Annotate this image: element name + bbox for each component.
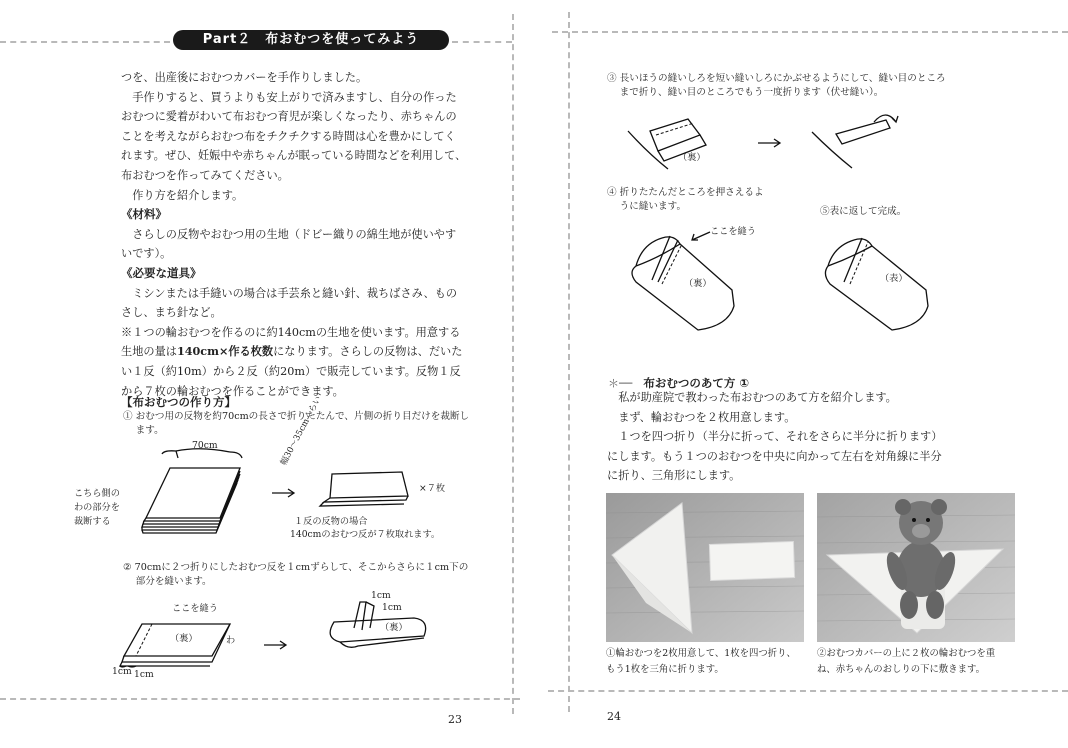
section-line: にします。もう１つのおむつを中央に向かって左右を対角線に半分 [607, 449, 942, 463]
step3-line: まで折り、縫い目のところでもう一度折ります（伏せ縫い）。 [607, 87, 884, 98]
howto-heading: 【布おむつの作り方】 [121, 395, 236, 409]
dashed-rule-left-margin [512, 14, 514, 714]
fig2-cm-label-d: 1cm [382, 602, 402, 613]
tools-line: さし、まち針など。 [121, 306, 222, 320]
step5-text: ⑤表に返して完成。 [820, 206, 907, 217]
step2-line: ② 70cmに２つ折りにしたおむつ反を１cmずらして、そこからさらに１cm下の [123, 562, 469, 573]
step4-text [607, 186, 764, 214]
fig2-ura2-label: （裏） [380, 622, 408, 633]
section-body [607, 388, 942, 486]
step2-text [123, 561, 468, 589]
intro-line: つを、出産後におむつカバーを手作りしました。 [121, 71, 368, 84]
note-emphasis: 140cm×作る枚数 [176, 344, 274, 359]
section-line: 私が助産院で教わった布おむつのあて方を紹介します。 [607, 391, 897, 404]
fig4-omote-label: （表） [880, 273, 908, 284]
tools-line: ミシンまたは手縫いの場合は手芸糸と縫い針、裁ちばさみ、もの [121, 286, 458, 300]
page-number-left: 23 [448, 713, 462, 726]
fig1-side-label-1: こちら側の [74, 488, 120, 499]
note-text: になります。さらしの反物は、だいた [273, 345, 463, 359]
intro-text [121, 68, 466, 401]
fig1-count-label: ×７枚 [419, 483, 446, 494]
step3-line: ③ 長いほうの縫いしろを短い縫いしろにかぶせるようにして、縫い目のところ [607, 73, 946, 84]
photo2-caption-line: ②おむつカバーの上に２枚の輪おむつを重 [817, 648, 996, 659]
fig2-ura-label: （裏） [170, 633, 198, 644]
intro-line: おむつに愛着がわいて布おむつ育児が楽しくなったり、赤ちゃんの [121, 110, 457, 124]
photo2-caption [817, 646, 995, 678]
note-line [121, 342, 466, 362]
dashed-rule-top-right [552, 31, 1068, 33]
folded-cloth-open-illustration [318, 598, 433, 653]
fig2-cm-label-a: 1cm [112, 666, 132, 677]
fig1-caption-1: １反の反物の場合 [294, 516, 368, 527]
fig1-side-label-3: 裁断する [74, 516, 111, 527]
sewn-diaper-back-illustration [628, 222, 743, 332]
step4-line: ④ 折りたたんだところを押さえるよ [607, 187, 764, 198]
step1-line: ① おむつ用の反物を約70cmの長さで折りたたんで、片側の折り目だけを裁断し [123, 411, 470, 422]
section-mark: ＊── [608, 377, 633, 390]
photo1-caption [606, 646, 796, 678]
arrow-icon [264, 640, 288, 650]
page-number-right: 24 [607, 710, 621, 723]
tools-heading: 《必要な道具》 [121, 265, 202, 280]
photo1-caption-line: ①輪おむつを2枚用意して、1枚を四つ折り、 [606, 648, 796, 659]
dashed-rule-top-left [0, 41, 170, 43]
seam-fold-over-illustration [812, 108, 907, 170]
fig2-sew-here-label: ここを縫う [172, 603, 218, 614]
intro-line: れます。ぜひ、妊娠中や赤ちゃんが眠っている時間などを利用して、 [121, 149, 467, 163]
fig4-ura-label: （裏） [684, 278, 712, 289]
fig2-wa-label: わ [226, 635, 236, 646]
step4-line: うに縫います。 [607, 201, 687, 212]
folded-cloth-stack-illustration [140, 448, 250, 538]
fig1-caption-2: 140cmのおむつ反が７枚取れます。 [290, 529, 441, 540]
page-section-title: Part２ 布おむつを使ってみよう [173, 30, 449, 50]
photo2-caption-line: ね、赤ちゃんのおしりの下に敷きます。 [817, 664, 986, 675]
materials-line: いです）。 [121, 247, 172, 261]
section-title: 布おむつのあて方 ① [643, 376, 750, 390]
section-line: に折り、三角形にします。 [607, 469, 741, 483]
fig1-length-label: 70cm [192, 440, 218, 451]
fig4-sew-here-label: ここを縫う [710, 226, 756, 237]
dashed-rule-bottom-right [548, 690, 1068, 692]
note-line: い１反（約10m）から２反（約20m）で販売しています。反物１反 [121, 364, 461, 378]
intro-line: 作り方を紹介します。 [121, 188, 244, 202]
step3-text [607, 72, 946, 100]
section-line: まず、輪おむつを２枚用意します。 [607, 410, 796, 424]
fig1-side-label-2: わの部分を [74, 502, 120, 513]
fig2-cm-label-c: 1cm [371, 590, 391, 601]
fig1-width-label: 幅30〜35cmくらい [278, 394, 324, 468]
folded-strip-illustration [310, 462, 410, 507]
photo1-caption-line: もう1枚を三角に折ります。 [606, 664, 724, 675]
step2-line: 部分を縫います。 [123, 576, 212, 587]
fig2-cm-label-b: 1cm [134, 669, 154, 680]
intro-line: 手作りすると、買うよりも安上がりで済みますし、自分の作った [121, 90, 457, 104]
folded-diapers-photo [606, 493, 804, 642]
materials-heading: 《材料》 [121, 207, 167, 222]
dashed-rule-right-margin [568, 12, 570, 712]
pointer-arrow-icon [690, 230, 710, 242]
materials-line: さらしの反物やおむつ用の生地（ドビー織りの綿生地が使いやす [121, 227, 457, 241]
intro-line: 布おむつを作ってみてください。 [121, 168, 289, 182]
note-line: から７枚の輪おむつを作ることができます。 [121, 384, 344, 398]
note-text: 生地の量は [121, 345, 177, 359]
teddy-bear-diaper-photo [817, 493, 1015, 642]
section-line: １つを四つ折り（半分に折って、それをさらに半分に折ります） [607, 430, 943, 444]
dashed-rule-bottom-left [0, 698, 520, 700]
note-line: ※１つの輪おむつを作るのに約140cmの生地を使います。用意する [121, 325, 461, 339]
dashed-rule-top-left-2 [452, 41, 512, 43]
fig3-ura-label: （裏） [678, 152, 706, 163]
intro-line: ことを考えながらおむつ布をチクチクする時間は心を豊かにしてく [121, 129, 456, 143]
step1-line: ます。 [123, 425, 164, 436]
arrow-icon [758, 138, 782, 148]
arrow-icon [272, 488, 296, 498]
